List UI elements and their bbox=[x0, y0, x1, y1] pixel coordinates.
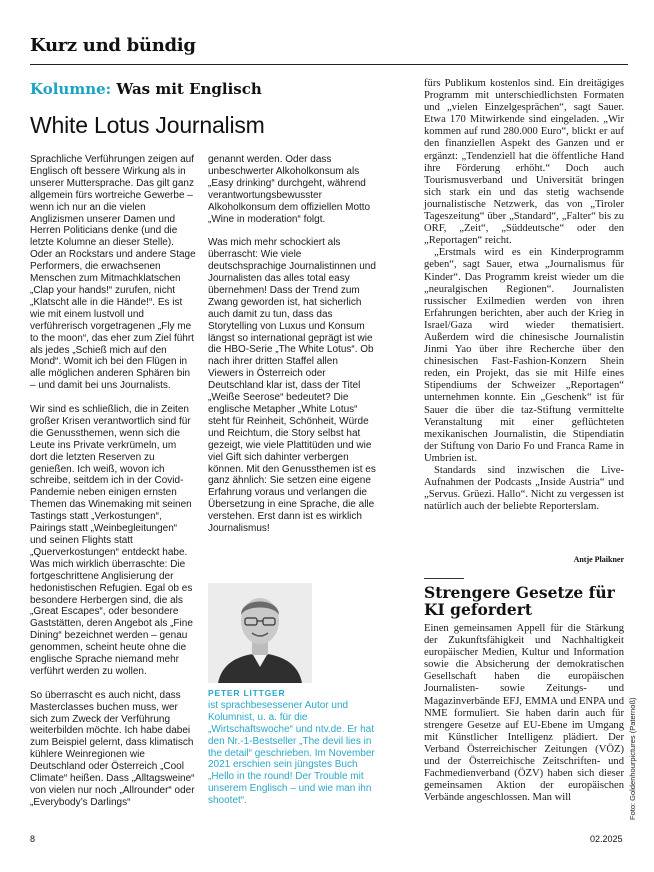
paragraph: genannt werden. Oder dass unbeschwerter Alkoholkonsum als „Easy drinking“ durchgeht, während verantwortungsbewusster Alkoholkonsum dem offiziellen Motto „Wine in moderation“ folgt. bbox=[208, 154, 371, 225]
author-name: PETER LITTGER bbox=[208, 688, 286, 698]
photo-credit: Foto: Goldenhourpictures (Paternoß) bbox=[628, 697, 637, 820]
ki-article-title: Strengere Gesetze für KI gefordert bbox=[424, 583, 615, 619]
news-text-col3 bbox=[424, 78, 624, 513]
page-number: 8 bbox=[30, 834, 36, 844]
column-headline: White Lotus Journalism bbox=[30, 112, 265, 138]
paragraph: Standards sind inzwischen die Live-Aufnahmen der Podcasts „Inside Austria“ und „Servus. Grüezi. Hallo“. Nicht zu vergessen ist natürlich auch der beliebte Reporterslam. bbox=[424, 465, 624, 513]
kicker-title: Was mit Englisch bbox=[116, 80, 262, 98]
paragraph: Sprachliche Verführungen zeigen auf Englisch oft bessere Wirkung als in unserer Muttersprache. Das gilt ganz allgemein fürs wortreiche Gewerbe – wenn ich nur an die vielen Anglizismen unserer Damen und Herren Politicians denke (und die letzte Kolumne an dieser Stelle). Oder an Rockstars und andere Stage Performers, die erwachsenen Menschen zum Mitmachklatschen „Clap your hands!“ zurufen, nicht „Klatscht alle in die Hände!“. Es ist wie mit einem lustvoll und verführerisch vorgetragenen „Fly me to the moon“, das eher zum Ziel führt als jedes „Schieß mich auf den Mond“. Womit ich bei den Flügen in alle möglichen anderen Sphären bin – und damit bei uns Journalists. bbox=[30, 154, 196, 392]
paragraph: Was mich mehr schockiert als überrascht: Wie viele deutschsprachige Journalistinnen und Journalisten das alles total easy übernehmen! Dass der Trend zum Zwang geworden ist, hat sicherlich auch damit zu tun, dass das Storytelling von Luxus und Konsum längst so international geprägt ist wie die HBO-Serie „The White Lotus“. Ob nach ihrer dritten Staffel allen Viewers in Österreich oder Deutschland klar ist, dass der Titel „Weiße Seerose“ bedeutet? Die englische Metapher „White Lotus“ steht für Reinheit, Schönheit, Würde und Reichtum, die Story selbst hat gezeigt, wie viele Plattitüden und wie viel Gift sich dahinter verbergen können. Mit den Genussthemen ist es ganz ähnlich: Sie setzen eine eigene Erfahrung voraus und verlangen die Übersetzung in eine Sprache, die alle verstehen. Erst dann ist es wirklich Journalismus! bbox=[208, 237, 376, 535]
issue-number: 02.2025 bbox=[590, 834, 623, 844]
section-title: Kurz und bündig bbox=[30, 35, 196, 56]
paragraph: Einen gemeinsamen Appell für die Stärkung der Zukunftsfähigkeit und Nachhaltigkeit europäischer Medien, Kultur und Information sowie die Absicherung der demokratischen Gesellschaft haben die europäischen Journalisten- sowie Zeitungs- und Magazinverbände EFJ, EMMA und ENPA und NME formuliert. Sie haben darin auch für strengere Gesetze auf EU-Ebene im Umgang mit Künstlicher Intelligenz plädiert. Der Verband Österreichischer Zeitungen (VÖZ) und der Österreichische Zeitschriften- und Fachmedienverband (ÖZV) haben sich dieser gemeinsamen Aktion der europäischen Verbände angeschlossen. Man will bbox=[424, 623, 624, 804]
section-divider bbox=[30, 64, 628, 65]
kicker-label: Kolumne: bbox=[30, 80, 112, 98]
author-portrait bbox=[208, 583, 312, 683]
portrait-image bbox=[208, 583, 312, 683]
paragraph: „Erstmals wird es ein Kinderprogramm geben“, sagt Sauer, etwa „Journalismus für Kinder“. Das Programm kreist wieder um die „neuralgischen Regionen“. Journalisten russischer Exilmedien werden von ihren Erfahrungen berichten, aber auch der Krieg in Israel/Gaza wird wieder thematisiert. Außerdem wird die chinesische Journalistin Jinmi Yao über ihre Recherche über den chinesischen Fast-Fashion-Konzern Shein reden, ein Projekt, das sie mit Hilfe eines Stipendiums der Schweizer „Reportagen“ unternehmen konnte. Ein „Geschenk“ ist für Sauer die über die taz-Stiftung vermittelte Veranstaltung mit einer geflüchteten mexikanischen Journalistin, die Stipendiatin der Stiftung von Dario Fo und Franca Rame in Umbrien ist. bbox=[424, 247, 624, 464]
paragraph: fürs Publikum kostenlos sind. Ein dreitägiges Programm mit unterschiedlichsten Formaten und „vielen Einzelgesprächen“, sagt Sauer. Etwa 170 Mitwirkende sind eingeladen. „Wir kommen auf rund 280.000 Euro“, blickt er auf den finanziellen Aspekt des Ganzen und er ergänzt: „Tendenziell hat die öffentliche Hand ihre Förderung erhöht.“ Doch auch Tourismusverband und Universität bringen sich stark ein und das stetig wachsende journalistische Netzwerk, das von „Tiroler Tageszeitung“ über „Standard“, „Falter“ bis zu ORF, „Zeit“, „Süddeutsche“ oder den „Reportagen“ reicht. bbox=[424, 78, 624, 247]
ki-article-text bbox=[424, 623, 624, 804]
author-bio: ist sprachbesessener Autor und Kolumnist, u. a. für die „Wirtschaftswoche“ und ntv.de. Er hat den Nr.-1-Bestseller „The devil lies in the detail“ geschrieben. Im November 2021 erschien sein jüngstes Buch „Hello in the round! Der Trouble mit unserem Englisch – und wie man ihn shootet“. bbox=[208, 699, 375, 807]
column-text-col2 bbox=[208, 154, 376, 547]
article-divider bbox=[424, 578, 464, 579]
paragraph: So überrascht es auch nicht, dass Masterclasses buchen muss, wer sich zum Zweck der Verführung weiterbilden möchte. Ich habe dabei zum Beispiel gelernt, dass klimatisch kühlere Weinregionen wie Deutschland oder Österreich „Cool Climate“ heißen. Dass „Alltagsweine“ von vielen nur noch „Allrounder“ oder „Everybody’s Darlings“ bbox=[30, 689, 195, 808]
paragraph: Wir sind es schließlich, die in Zeiten großer Krisen verantwortlich sind für die Genussthemen, wenn sich die Leute ins Private verkrümeln, um dort die letzten Reserven zu genießen. Ich weiß, wovon ich schreibe, seitdem ich in der Covid-Pandemie neben einigen ernsten Themen das Winemaking mit seinen Tastings statt „Verkostungen“, Pairings statt „Weinbegleitungen“ und seinen Flights statt „Querverkostungen“ entdeckt habe. Was mich wirklich überraschte: Die fortgeschrittene Anglisierung der hedonistischen Refugien. Egal ob es besondere Herbergen sind, die als „Great Escapes“, oder besondere Gaststätten, deren Angebot als „Fine Dining“ bezeichnet werden – genau genommen, scheint heute ohne die englische Sprache niemand mehr verführt werden zu wollen. bbox=[30, 404, 193, 677]
column-text-col1 bbox=[30, 154, 196, 821]
author-box bbox=[208, 688, 378, 807]
column-kicker bbox=[30, 80, 262, 98]
article-signature: Antje Plaikner bbox=[573, 555, 624, 564]
